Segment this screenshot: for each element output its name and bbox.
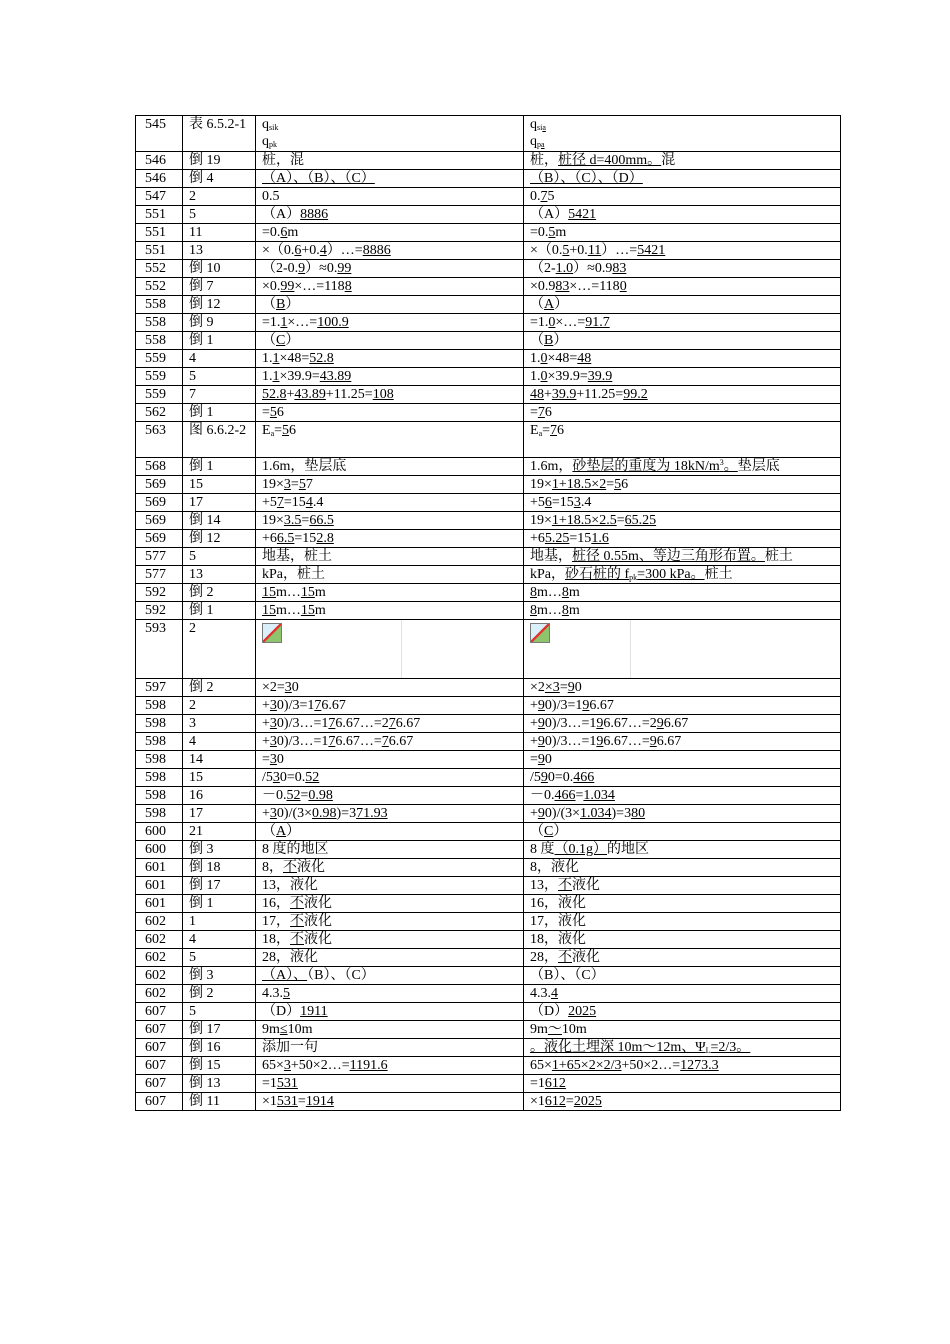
line-number-cell: 倒 12: [183, 296, 256, 314]
page-number-cell: 602: [136, 985, 183, 1003]
line-number-cell: 倒 3: [183, 841, 256, 859]
page-number-cell: 602: [136, 949, 183, 967]
original-text-cell: /530=0.52: [256, 769, 524, 787]
line-number-cell: 表 6.5.2-1: [183, 116, 256, 152]
page-number-cell: 551: [136, 206, 183, 224]
table-row: [136, 314, 841, 332]
line-number-cell: 15: [183, 476, 256, 494]
table-row: [136, 877, 841, 895]
line-number-cell: 倒 17: [183, 1021, 256, 1039]
corrected-text-cell: （2-1.0）≈0.983: [524, 260, 841, 278]
corrected-text-cell: 桩，桩径 d=400mm。混: [524, 152, 841, 170]
corrected-text-cell: 4.3.4: [524, 985, 841, 1003]
table-row: [136, 823, 841, 841]
line-number-cell: 2: [183, 697, 256, 715]
original-text-cell: 4.3.5: [256, 985, 524, 1003]
page-number-cell: 598: [136, 769, 183, 787]
table-row: [136, 895, 841, 913]
line-number-cell: 倒 1: [183, 458, 256, 476]
line-number-cell: 13: [183, 566, 256, 584]
line-number-cell: 17: [183, 805, 256, 823]
line-number-cell: 5: [183, 368, 256, 386]
original-text-cell: （A）: [256, 823, 524, 841]
page-number-cell: 598: [136, 805, 183, 823]
page-number-cell: 562: [136, 404, 183, 422]
page-number-cell: 607: [136, 1075, 183, 1093]
corrected-text-cell: （B）、（C）、（D）: [524, 170, 841, 188]
corrected-text-cell: =76: [524, 404, 841, 422]
line-number-cell: 5: [183, 949, 256, 967]
table-row: [136, 733, 841, 751]
original-text-cell: （C）: [256, 332, 524, 350]
line-number-cell: 倒 3: [183, 967, 256, 985]
corrected-text-cell: （C）: [524, 823, 841, 841]
table-row: [136, 679, 841, 697]
table-row: [136, 332, 841, 350]
page-number-cell: 600: [136, 823, 183, 841]
errata-table: [135, 115, 841, 1111]
page-number-cell: 607: [136, 1057, 183, 1075]
line-number-cell: 13: [183, 242, 256, 260]
page-number-cell: 601: [136, 895, 183, 913]
page-number-cell: 607: [136, 1003, 183, 1021]
corrected-text-cell: 8，液化: [524, 859, 841, 877]
line-number-cell: 倒 4: [183, 170, 256, 188]
page-number-cell: 602: [136, 931, 183, 949]
table-row: [136, 566, 841, 584]
corrected-text-cell: +56=153.4: [524, 494, 841, 512]
corrected-text-cell: +90)/3…=196.67…=96.67: [524, 733, 841, 751]
corrected-text-cell: ×2×3=90: [524, 679, 841, 697]
original-text-cell: +66.5=152.8: [256, 530, 524, 548]
line-number-cell: 4: [183, 931, 256, 949]
original-text-cell: 28，液化: [256, 949, 524, 967]
original-text-cell: 52.8+43.89+11.25=108: [256, 386, 524, 404]
original-text-cell: （A）、（B）、（C）: [256, 170, 524, 188]
table-row: [136, 1057, 841, 1075]
line-number-cell: 倒 1: [183, 404, 256, 422]
line-number-cell: 倒 2: [183, 679, 256, 697]
table-row: [136, 494, 841, 512]
table-row: [136, 206, 841, 224]
table-row: [136, 170, 841, 188]
page-number-cell: 598: [136, 751, 183, 769]
original-text-cell: =0.6m: [256, 224, 524, 242]
original-text-cell: $q_{sik}$ $q_{pk}$: [256, 116, 524, 152]
line-number-cell: 倒 1: [183, 332, 256, 350]
table-row: [136, 859, 841, 877]
page-number-cell: 598: [136, 697, 183, 715]
broken-image-icon: [262, 623, 282, 643]
table-row: [136, 278, 841, 296]
page-number-cell: 569: [136, 494, 183, 512]
page-number-cell: 602: [136, 967, 183, 985]
original-text-cell: 地基，桩土: [256, 548, 524, 566]
corrected-text-cell: 17，液化: [524, 913, 841, 931]
page-number-cell: 558: [136, 332, 183, 350]
corrected-text-cell: +90)/3…=196.67…=296.67: [524, 715, 841, 733]
corrected-text-cell: （B）、（C）: [524, 967, 841, 985]
page-number-cell: 546: [136, 152, 183, 170]
corrected-text-cell: －0.466=1.034: [524, 787, 841, 805]
page-number-cell: 547: [136, 188, 183, 206]
corrected-text-cell: $E_a=76$: [524, 422, 841, 458]
page-number-cell: 569: [136, 530, 183, 548]
original-text-cell: +57=154.4: [256, 494, 524, 512]
line-number-cell: 倒 13: [183, 1075, 256, 1093]
line-number-cell: 3: [183, 715, 256, 733]
original-text-cell: 16，不液化: [256, 895, 524, 913]
page-number-cell: 593: [136, 620, 183, 679]
original-text-cell: 桩，混: [256, 152, 524, 170]
corrected-text-cell: （A）: [524, 296, 841, 314]
corrected-text-cell: 28，不液化: [524, 949, 841, 967]
table-row: [136, 913, 841, 931]
page-number-cell: 569: [136, 476, 183, 494]
original-text-cell: =1531: [256, 1075, 524, 1093]
page-number-cell: 598: [136, 733, 183, 751]
corrected-text-cell: +90)/3=196.67: [524, 697, 841, 715]
corrected-text-cell: =1612: [524, 1075, 841, 1093]
table-row: [136, 548, 841, 566]
original-text-cell: （D）1911: [256, 1003, 524, 1021]
page-number-cell: 569: [136, 512, 183, 530]
page-number-cell: 600: [136, 841, 183, 859]
original-text-cell: 0.5: [256, 188, 524, 206]
table-row: [136, 751, 841, 769]
corrected-text-cell: +90)/(3×1.034)=380: [524, 805, 841, 823]
table-row: [136, 949, 841, 967]
original-text-cell: 19×3=57: [256, 476, 524, 494]
original-text-cell: ×2=30: [256, 679, 524, 697]
original-text-cell: ×（0.6+0.4）…=8886: [256, 242, 524, 260]
line-number-cell: 2: [183, 620, 256, 679]
corrected-text-cell: 8m…8m: [524, 602, 841, 620]
line-number-cell: 21: [183, 823, 256, 841]
page-number-cell: 598: [136, 787, 183, 805]
table-row: [136, 967, 841, 985]
page-number-cell: 597: [136, 679, 183, 697]
corrected-text-cell: 1.0×39.9=39.9: [524, 368, 841, 386]
line-number-cell: 倒 2: [183, 985, 256, 1003]
table-row: [136, 404, 841, 422]
table-row: [136, 188, 841, 206]
page-number-cell: 551: [136, 224, 183, 242]
corrected-text-cell: （B）: [524, 332, 841, 350]
page-number-cell: 592: [136, 602, 183, 620]
line-number-cell: 倒 12: [183, 530, 256, 548]
original-text-cell: =1.1×…=100.9: [256, 314, 524, 332]
corrected-text-cell: =90: [524, 751, 841, 769]
original-text-cell: +30)/3…=176.67…=276.67: [256, 715, 524, 733]
original-text-cell: ×1531=1914: [256, 1093, 524, 1111]
line-number-cell: 倒 17: [183, 877, 256, 895]
corrected-text-cell: ×0.983×…=1180: [524, 278, 841, 296]
errata-table-body: [136, 116, 841, 1111]
table-row: [136, 1075, 841, 1093]
corrected-text-cell: （D）2025: [524, 1003, 841, 1021]
line-number-cell: 1: [183, 913, 256, 931]
table-row: [136, 350, 841, 368]
original-text-cell: 8 度的地区: [256, 841, 524, 859]
page-number-cell: 559: [136, 368, 183, 386]
original-text-cell: 13，液化: [256, 877, 524, 895]
page-number-cell: 559: [136, 386, 183, 404]
original-text-cell: （A）、（B）、（C）: [256, 967, 524, 985]
corrected-text-cell: /590=0.466: [524, 769, 841, 787]
line-number-cell: 倒 14: [183, 512, 256, 530]
line-number-cell: 倒 10: [183, 260, 256, 278]
page-number-cell: 558: [136, 314, 183, 332]
line-number-cell: 图 6.6.2-2: [183, 422, 256, 458]
page-number-cell: 598: [136, 715, 183, 733]
corrected-text-cell: （A）5421: [524, 206, 841, 224]
original-text-cell: 65×3+50×2…=1191.6: [256, 1057, 524, 1075]
table-row: [136, 422, 841, 458]
line-number-cell: 5: [183, 1003, 256, 1021]
corrected-text-cell: ×（0.5+0.11）…=5421: [524, 242, 841, 260]
page-number-cell: 602: [136, 913, 183, 931]
corrected-text-cell: 0.75: [524, 188, 841, 206]
corrected-text-cell: ×1612=2025: [524, 1093, 841, 1111]
table-row: [136, 152, 841, 170]
original-text-cell: 8，不液化: [256, 859, 524, 877]
original-text-cell: 18，不液化: [256, 931, 524, 949]
table-row: [136, 769, 841, 787]
table-row: [136, 697, 841, 715]
original-text-cell: （B）: [256, 296, 524, 314]
table-row: [136, 1003, 841, 1021]
table-row: [136, 458, 841, 476]
table-row: [136, 296, 841, 314]
page-number-cell: 558: [136, 296, 183, 314]
corrected-text-cell: 。液化土埋深 10m～12m、$\Psi_L=2/3$。: [524, 1039, 841, 1057]
line-number-cell: 11: [183, 224, 256, 242]
line-number-cell: 14: [183, 751, 256, 769]
line-number-cell: 倒 7: [183, 278, 256, 296]
page-number-cell: 607: [136, 1093, 183, 1111]
table-row: [136, 260, 841, 278]
table-row: [136, 386, 841, 404]
original-text-cell: [256, 620, 524, 679]
corrected-text-cell: kPa，砂石桩的 $f_{pk}=300$ kPa。桩土: [524, 566, 841, 584]
original-text-cell: 1.1×39.9=43.89: [256, 368, 524, 386]
line-number-cell: 15: [183, 769, 256, 787]
original-text-cell: （2-0.9）≈0.99: [256, 260, 524, 278]
table-row: [136, 620, 841, 679]
line-number-cell: 倒 1: [183, 895, 256, 913]
line-number-cell: 倒 16: [183, 1039, 256, 1057]
line-number-cell: 倒 18: [183, 859, 256, 877]
corrected-text-cell: 19×1+18.5×2.5=65.25: [524, 512, 841, 530]
table-row: [136, 224, 841, 242]
corrected-text-cell: 8m…8m: [524, 584, 841, 602]
original-text-cell: 1.6m，垫层底: [256, 458, 524, 476]
page-number-cell: 607: [136, 1039, 183, 1057]
table-row: [136, 787, 841, 805]
table-row: [136, 602, 841, 620]
corrected-text-cell: 18，液化: [524, 931, 841, 949]
original-text-cell: －0.52=0.98: [256, 787, 524, 805]
line-number-cell: 倒 1: [183, 602, 256, 620]
page-number-cell: 552: [136, 278, 183, 296]
page-number-cell: 607: [136, 1021, 183, 1039]
line-number-cell: 倒 11: [183, 1093, 256, 1111]
page-number-cell: 545: [136, 116, 183, 152]
line-number-cell: 倒 9: [183, 314, 256, 332]
original-text-cell: 19×3.5=66.5: [256, 512, 524, 530]
corrected-text-cell: 地基，桩径 0.55m、等边三角形布置。桩土: [524, 548, 841, 566]
page-number-cell: 563: [136, 422, 183, 458]
table-row: [136, 1039, 841, 1057]
line-number-cell: 4: [183, 350, 256, 368]
line-number-cell: 4: [183, 733, 256, 751]
original-text-cell: +30)/(3×0.98)=371.93: [256, 805, 524, 823]
page-number-cell: 577: [136, 566, 183, 584]
line-number-cell: 2: [183, 188, 256, 206]
page-number-cell: 601: [136, 859, 183, 877]
original-text-cell: kPa，桩土: [256, 566, 524, 584]
page-number-cell: 551: [136, 242, 183, 260]
corrected-text-cell: 13，不液化: [524, 877, 841, 895]
page-number-cell: 577: [136, 548, 183, 566]
table-row: [136, 368, 841, 386]
line-number-cell: 7: [183, 386, 256, 404]
line-number-cell: 倒 19: [183, 152, 256, 170]
page-number-cell: 559: [136, 350, 183, 368]
original-text-cell: 17，不液化: [256, 913, 524, 931]
table-row: [136, 512, 841, 530]
original-text-cell: +30)/3…=176.67…=76.67: [256, 733, 524, 751]
line-number-cell: 5: [183, 206, 256, 224]
page-number-cell: 568: [136, 458, 183, 476]
table-row: [136, 715, 841, 733]
table-row: [136, 841, 841, 859]
corrected-text-cell: [524, 620, 841, 679]
corrected-text-cell: 1.0×48=48: [524, 350, 841, 368]
table-row: [136, 530, 841, 548]
page-number-cell: 592: [136, 584, 183, 602]
original-text-cell: $E_a=56$: [256, 422, 524, 458]
table-row: [136, 1093, 841, 1111]
image-frame-divider: [401, 620, 402, 678]
table-row: [136, 476, 841, 494]
image-frame-divider: [630, 620, 631, 678]
original-text-cell: （A）8886: [256, 206, 524, 224]
line-number-cell: 5: [183, 548, 256, 566]
table-row: [136, 584, 841, 602]
table-row: [136, 931, 841, 949]
line-number-cell: 倒 15: [183, 1057, 256, 1075]
table-row: [136, 116, 841, 152]
corrected-text-cell: 19×1+18.5×2=56: [524, 476, 841, 494]
original-text-cell: 1.1×48=52.8: [256, 350, 524, 368]
original-text-cell: 9m≤10m: [256, 1021, 524, 1039]
table-row: [136, 242, 841, 260]
original-text-cell: =56: [256, 404, 524, 422]
corrected-text-cell: 8 度（0.1g）的地区: [524, 841, 841, 859]
corrected-text-cell: +65.25=151.6: [524, 530, 841, 548]
original-text-cell: 添加一句: [256, 1039, 524, 1057]
embedded-image-frame: [530, 620, 840, 678]
line-number-cell: 16: [183, 787, 256, 805]
corrected-text-cell: 65×1+65×2×2/3+50×2…=1273.3: [524, 1057, 841, 1075]
line-number-cell: 倒 2: [183, 584, 256, 602]
page-number-cell: 546: [136, 170, 183, 188]
page-number-cell: 552: [136, 260, 183, 278]
original-text-cell: +30)/3=176.67: [256, 697, 524, 715]
embedded-image-frame: [262, 620, 523, 678]
corrected-text-cell: 9m～10m: [524, 1021, 841, 1039]
line-number-cell: 17: [183, 494, 256, 512]
original-text-cell: 15m…15m: [256, 602, 524, 620]
table-row: [136, 1021, 841, 1039]
page-number-cell: 601: [136, 877, 183, 895]
corrected-text-cell: 48+39.9+11.25=99.2: [524, 386, 841, 404]
original-text-cell: =30: [256, 751, 524, 769]
corrected-text-cell: $q_{sia}$ $q_{pa}$: [524, 116, 841, 152]
corrected-text-cell: =0.5m: [524, 224, 841, 242]
corrected-text-cell: =1.0×…=91.7: [524, 314, 841, 332]
original-text-cell: 15m…15m: [256, 584, 524, 602]
table-row: [136, 805, 841, 823]
table-row: [136, 985, 841, 1003]
corrected-text-cell: 16，液化: [524, 895, 841, 913]
original-text-cell: ×0.99×…=1188: [256, 278, 524, 296]
broken-image-icon: [530, 623, 550, 643]
corrected-text-cell: 1.6m，砂垫层的重度为 $18kN/m^3$。垫层底: [524, 458, 841, 476]
